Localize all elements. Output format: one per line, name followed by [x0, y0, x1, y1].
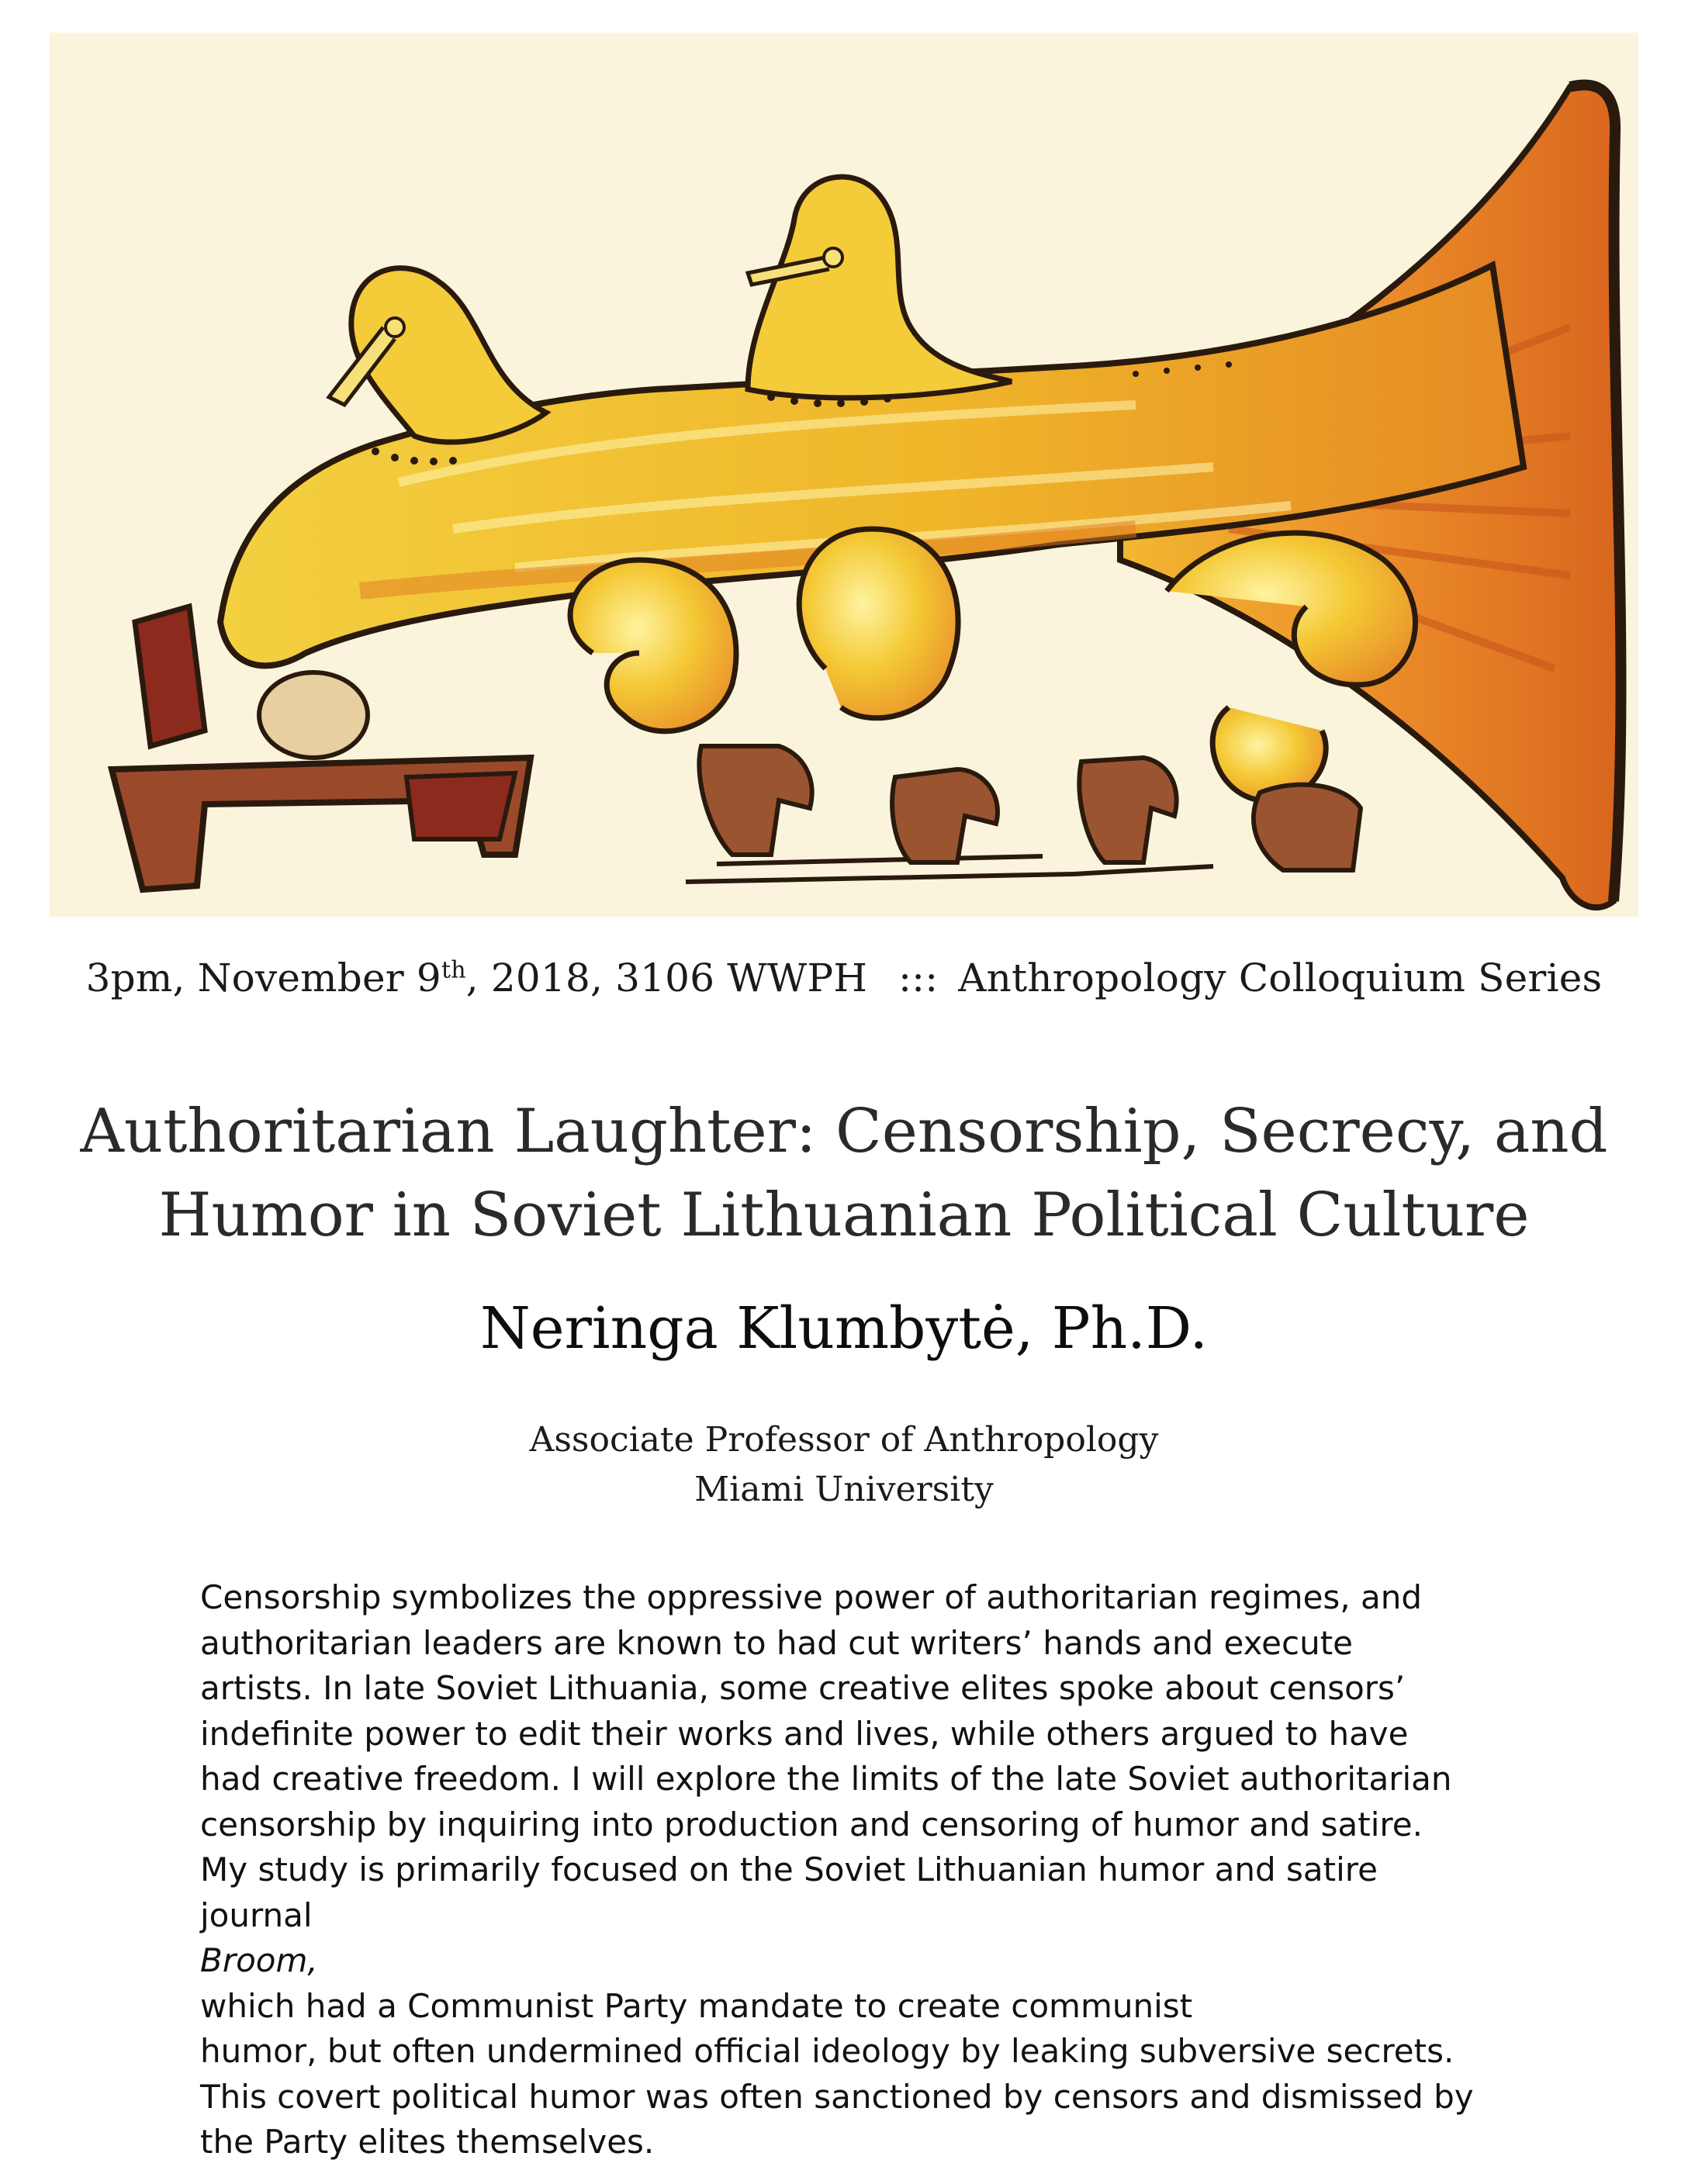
title-line-1: Authoritarian Laughter: Censorship, Secrecy, and	[80, 1097, 1608, 1166]
valve-left	[386, 318, 404, 337]
speaker-name: Neringa Klumbytė, Ph.D.	[480, 1295, 1208, 1362]
abstract-line: This covert political humor was often sanctioned by censors and dismissed by	[200, 2077, 1474, 2116]
separator: :::	[898, 955, 939, 1000]
speaker-position: Associate Professor of Anthropology	[529, 1420, 1159, 1460]
journal-name: Broom,	[200, 1941, 318, 1979]
talk-title	[47, 1090, 1641, 1257]
abstract-line: humor, but often undermined official ideology by leaking subversive secrets.	[200, 2032, 1455, 2070]
speaker-affiliation	[0, 1415, 1688, 1515]
line-text: which had a Communist Party mandate to create communist	[200, 1986, 1193, 2025]
date-suffix: th	[441, 956, 466, 984]
seated-figure	[259, 672, 368, 758]
valve-center	[824, 248, 842, 267]
abstract-line	[200, 1893, 1534, 2030]
abstract-line: indefinite power to edit their works and lives, while others argued to have	[200, 1714, 1409, 1753]
speaker-institution: Miami University	[694, 1470, 994, 1509]
abstract-line: had creative freedom. I will explore the limits of the late Soviet authoritarian	[200, 1760, 1452, 1798]
chair	[135, 606, 205, 746]
title-line-2: Humor in Soviet Lithuanian Political Culture	[158, 1180, 1530, 1250]
abstract-line: the Party elites themselves.	[200, 2123, 655, 2161]
abstract-line: censorship by inquiring into production and censoring of humor and satire.	[200, 1805, 1423, 1844]
event-date: 3pm, November 9	[85, 955, 441, 1000]
abstract-line: artists. In late Soviet Lithuania, some creative elites spoke about censors’	[200, 1669, 1406, 1707]
abstract	[200, 1575, 1534, 2165]
series-name: Anthropology Colloquium Series	[958, 955, 1603, 1000]
event-details	[0, 955, 1688, 1000]
desk-panel	[406, 773, 515, 839]
abstract-line: authoritarian leaders are known to had cut writers’ hands and execute	[200, 1623, 1354, 1662]
abstract-line: Censorship symbolizes the oppressive power of authoritarian regimes, and	[200, 1578, 1423, 1616]
line-text: journal	[200, 1895, 313, 1934]
event-year-room: , 2018, 3106 WWPH	[465, 955, 868, 1000]
poster-illustration	[50, 33, 1638, 917]
abstract-line: My study is primarily focused on the Soviet Lithuanian humor and satire	[200, 1851, 1378, 1889]
